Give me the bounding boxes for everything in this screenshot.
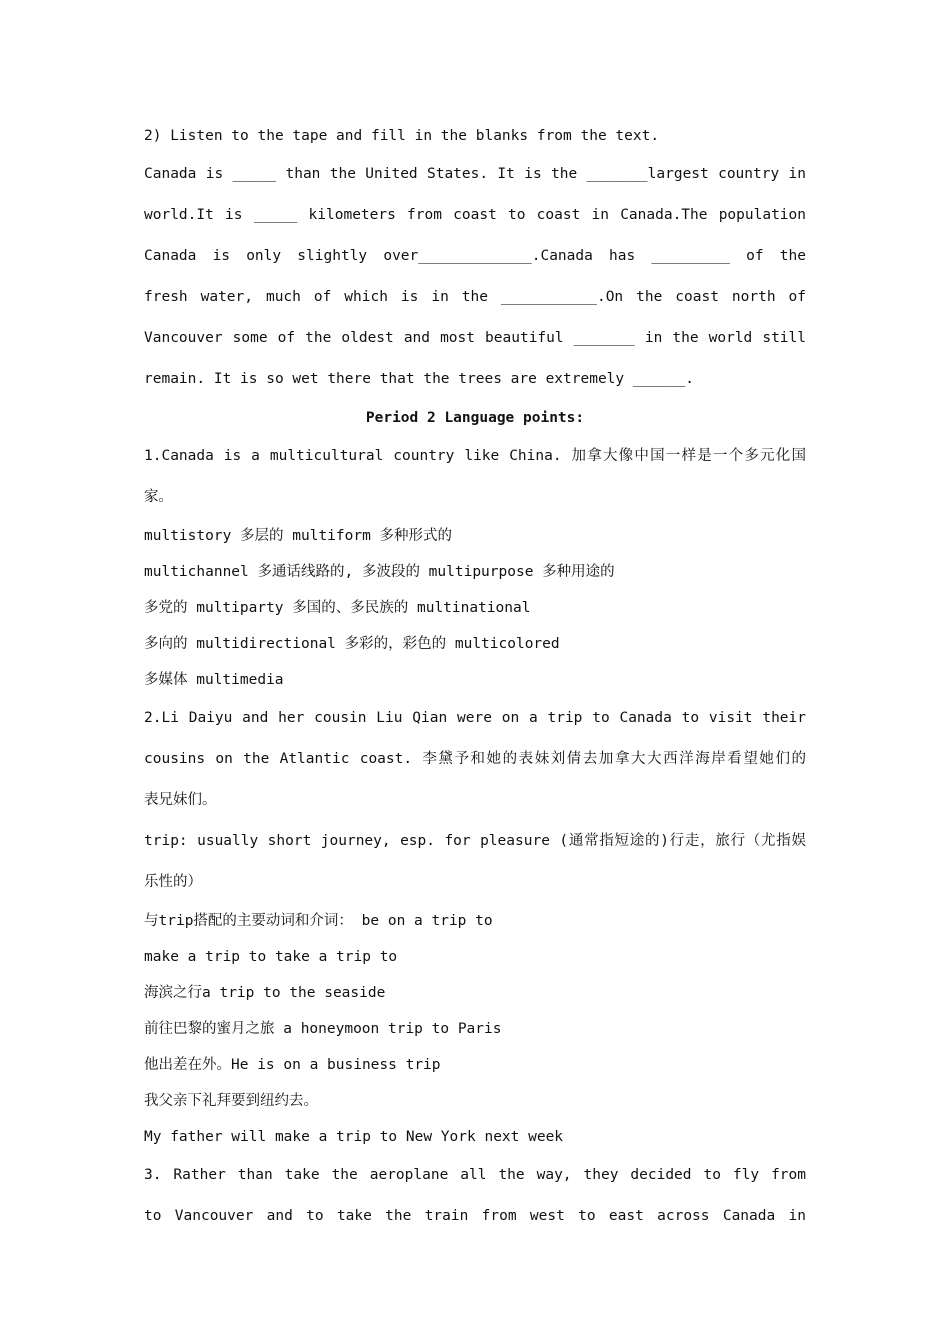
example-line: 前往巴黎的蜜月之旅 a honeymoon trip to Paris (144, 1021, 502, 1037)
point-text-line: cousins on the Atlantic coast. 李黛予和她的表妹刘倩去加拿大大西洋海岸看望她们的 (144, 751, 806, 767)
exercise-text-line: Vancouver some of the oldest and most beautiful _______ in the world still (144, 330, 806, 346)
exercise-instruction: 2) Listen to the tape and fill in the blanks from the text. (144, 128, 660, 144)
exercise-text-line: Canada is only slightly over_____________.Canada has _________ of the (144, 248, 806, 264)
vocab-line: multichannel 多通话线路的, 多波段的 multipurpose 多种用途的 (144, 564, 615, 580)
point-text-line: 3. Rather than take the aeroplane all the way, they decided to fly from (144, 1167, 806, 1183)
point-text-line: trip: usually short journey, esp. for pleasure (通常指短途的)行走，旅行（尤指娱 (144, 833, 806, 849)
exercise-text-line: world.It is _____ kilometers from coast to coast in Canada.The population (144, 207, 806, 223)
example-line: 海滨之行a trip to the seaside (144, 985, 386, 1001)
example-line: make a trip to take a trip to (144, 949, 398, 965)
point-text-line: 乐性的） (144, 874, 202, 890)
exercise-text-line: remain. It is so wet there that the trees are extremely ______. (144, 371, 694, 387)
point-text-line: 1.Canada is a multicultural country like China. 加拿大像中国一样是一个多元化国 (144, 448, 806, 464)
exercise-text-line: fresh water, much of which is in the ___________.On the coast north of (144, 289, 806, 305)
point-text-line: 表兄妹们。 (144, 792, 217, 808)
vocab-line: 多党的 multiparty 多国的、多民族的 multinational (144, 600, 531, 616)
vocab-line: multistory 多层的 multiform 多种形式的 (144, 528, 453, 544)
point-text-line: 2.Li Daiyu and her cousin Liu Qian were on a trip to Canada to visit their (144, 710, 806, 726)
section-heading: Period 2 Language points: (365, 410, 585, 426)
exercise-text-line: Canada is _____ than the United States. It is the _______largest country in (144, 166, 806, 182)
example-line: My father will make a trip to New York next week (144, 1129, 564, 1145)
example-line: 我父亲下礼拜要到纽约去。 (144, 1093, 318, 1109)
vocab-line: 多向的 multidirectional 多彩的，彩色的 multicolored (144, 636, 560, 652)
example-line: 他出差在外。He is on a business trip (144, 1057, 441, 1073)
point-text-line: 家。 (144, 489, 173, 505)
document-page (144, 118, 806, 1237)
point-text-line: to Vancouver and to take the train from west to east across Canada in (144, 1208, 806, 1224)
vocab-line: 多媒体 multimedia (144, 672, 284, 688)
example-line: 与trip搭配的主要动词和介词： be on a trip to (144, 913, 493, 929)
